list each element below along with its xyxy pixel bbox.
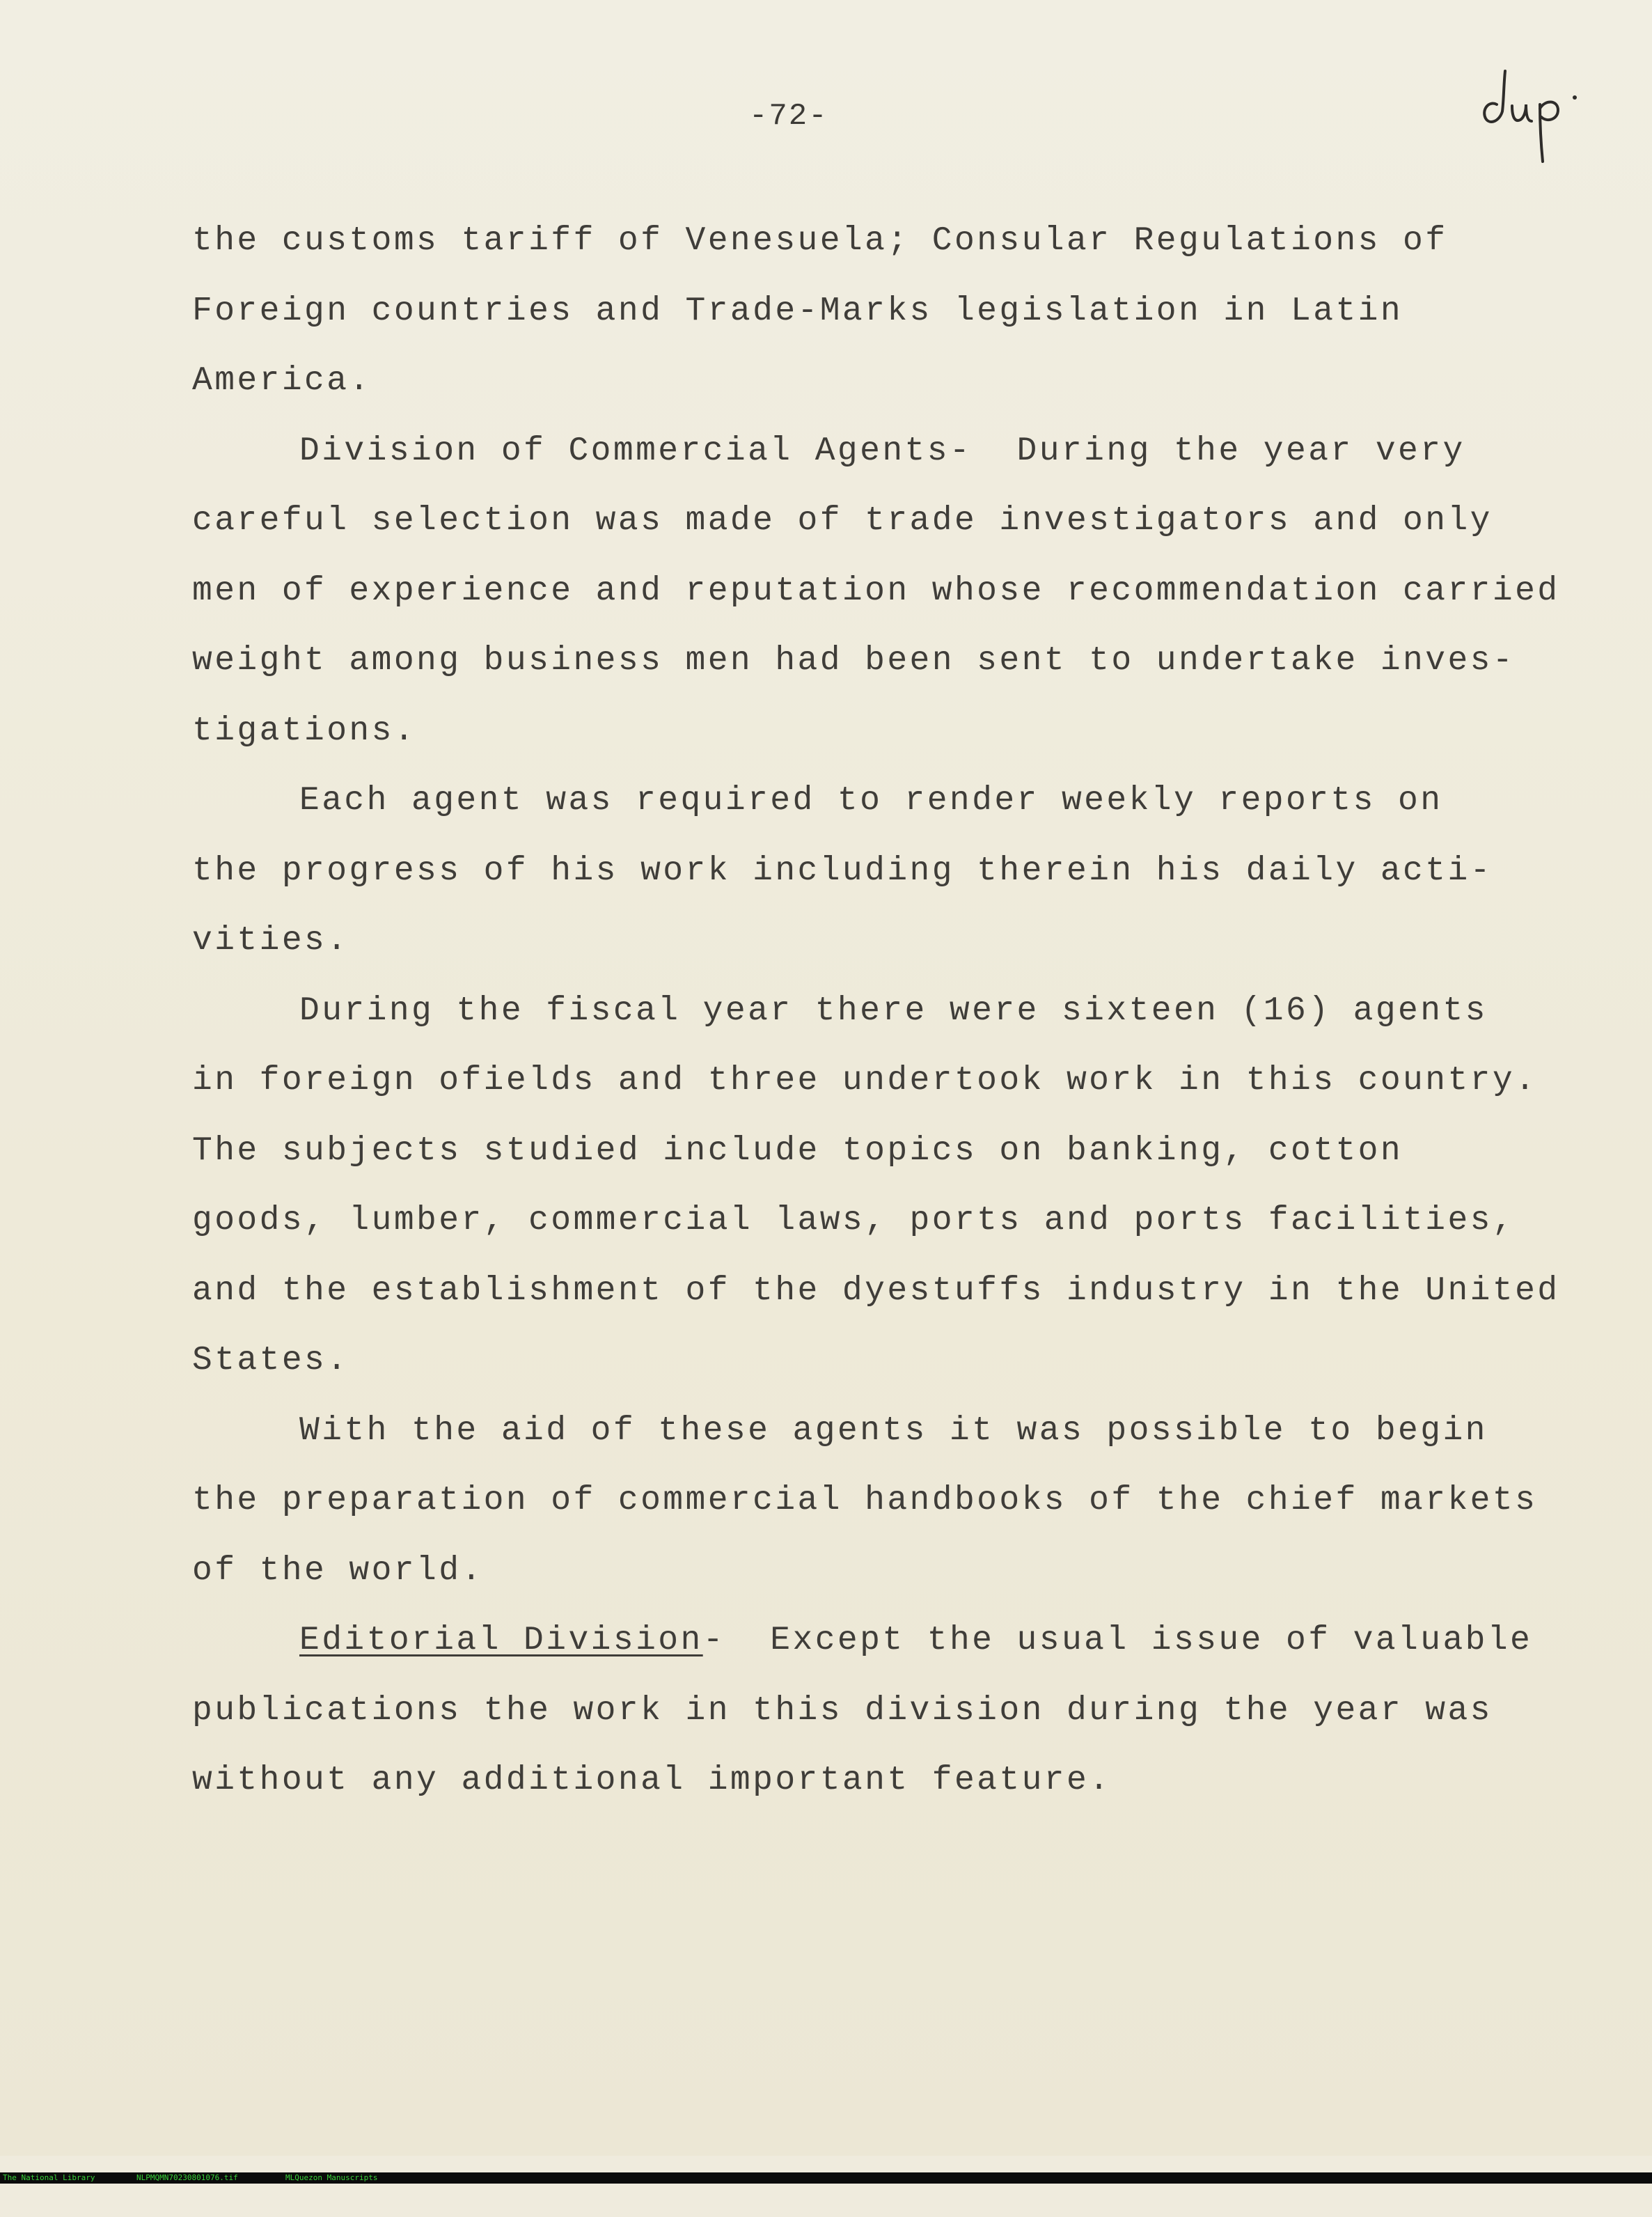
text-line: America. [192,362,372,400]
scan-footer-bar [0,2172,1652,2184]
text-line: The subjects studied include topics on banking, cotton [192,1131,1403,1170]
text-line: Each agent was required to render weekly reports on [299,782,1443,820]
text-line: and the establishment of the dyestuffs industry in the United [192,1271,1560,1310]
text-line: States. [192,1342,349,1379]
page-number: -72- [749,99,828,134]
footer-filename: NLPMQMN70230801076.tif [136,2173,238,2182]
text-line: men of experience and reputation whose recommendation carried [192,572,1560,610]
text-line: weight among business men had been sent to undertake inves- [192,642,1516,680]
handwritten-annotation [1476,57,1601,169]
text-line: Division of Commercial Agents- During the year very [299,432,1465,470]
footer-collection: MLQuezon Manuscripts [285,2173,378,2182]
text-line: the progress of his work including therein his daily acti- [192,852,1493,890]
text-line: vities. [192,922,349,959]
text-line: tigations. [192,712,417,750]
editorial-heading-rest: - Except the usual issue of valuable [702,1622,1533,1659]
text-line: Foreign countries and Trade-Marks legislation in Latin [192,292,1403,330]
footer-library: The National Library [3,2173,95,2182]
editorial-heading-line [192,1606,1584,1676]
text-line: in foreign ofields and three undertook work in this country. [192,1062,1538,1099]
text-line: During the fiscal year there were sixteen (16) agents [299,992,1488,1030]
typed-body [192,206,1584,1816]
text-line: of the world. [192,1551,484,1590]
text-line: goods, lumber, commercial laws, ports and ports facilities, [192,1202,1516,1239]
editorial-heading: Editorial Division [299,1622,703,1659]
text-line: careful selection was made of trade investigators and only [192,502,1493,540]
text-line: With the aid of these agents it was possible to begin [299,1411,1488,1450]
text-line: without any additional important feature. [192,1762,1112,1799]
text-line: publications the work in this division during the year was [192,1691,1493,1730]
text-line: the preparation of commercial handbooks of the chief markets [192,1482,1538,1519]
text-line: the customs tariff of Venesuela; Consular Regulations of [192,222,1448,260]
